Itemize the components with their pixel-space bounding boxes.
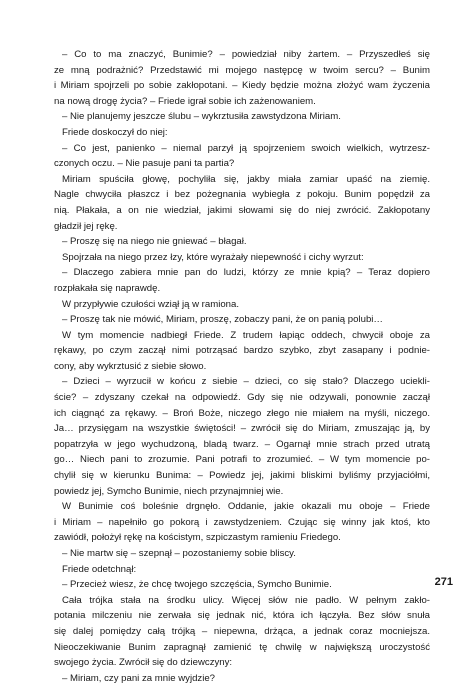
text-line: – Co jest, panienko – niemal parzył ją spojrzeniem swoich wielkich, wytrzesz- [62,142,430,154]
text-line: Nieoczekiwanie Bunim zapragnął zamienić tę chwilę w największą uroczystość [54,641,430,653]
text-line: Friede odetchnął: [62,563,137,575]
text-line: Spojrzała na niego przez łzy, które wyrażały niepewność i cichy wyrzut: [62,251,364,263]
text-line: – Dlaczego zabiera mnie pan do ludzi, którzy ze mnie kpią? – Teraz dopiero [62,267,430,279]
text-line: chylił się w kierunku Bunima: – Powiedz jej, jakimi bliskimi byliśmy przyjaciółmi, [54,470,430,482]
page-number: 271 [434,576,453,588]
text-line: – Proszę tak nie mówić, Miriam, proszę, zobaczy pani, że on panią polubi… [62,314,384,326]
text-line: Miriam spuściła głowę, pochyliła się, jakby miała zamiar upaść na ziemię. [62,173,430,185]
text-line: W przypływie czułości wziął ją w ramiona. [62,298,239,310]
text-line: się dalej pomiędzy całą trójką – niepewna, drżąca, a jednak coraz mocniejsza. [54,625,430,637]
text-line: rękawy, po czym zaczął nimi potrząsać bardzo szybko, zbyt zasapany i podnie- [54,345,430,357]
text-line: na nową drogę życia? – Friede igrał sobie ich zażenowaniem. [54,95,316,107]
text-line: ich ciągnąć za rękawy. – Broń Boże, niczego złego nie miałem na myśli, niczego. [54,407,430,419]
text-line: ze mną podrażnić? Przedstawić mi mojego następcę w twoim sercu? – Bunim [54,64,430,76]
text-line: go… Niech pani to zrozumie. Pani potrafi to zrozumieć. – W tym momencie po- [54,454,430,466]
text-line: potania milczeniu nie zerwała się jednak nić, która ich łączyła. Bez słów snuła [54,610,430,622]
text-line: cony, aby wykrztusić z siebie słowo. [54,360,207,372]
text-line: W tym momencie nadbiegł Friede. Z trudem łapiąc oddech, chwycił oboje za [62,329,430,341]
text-line: rozpłakała się naprawdę. [54,282,161,294]
text-line: Cała trójka stała na środku ulicy. Więcej słów nie padło. W pełnym zakło- [62,594,430,606]
text-line: zawiódł, położył rękę na kościstym, szpiczastym ramieniu Friedego. [54,532,341,544]
text-line: W Bunimie coś boleśnie drgnęło. Oddanie, jakie okazali mu oboje – Friede [62,501,430,513]
text-line: nią. Płakała, a on nie wiedział, jakimi słowami się do niej zwrócić. Zakłopotany [54,204,430,216]
text-line: Nagle chwyciła płaszcz i bez pożegnania wybiegła z pokoju. Bunim popędził za [54,189,430,201]
text-line: i Miriam spojrzeli po sobie zakłopotani. – Kiedy będzie można złożyć wam życzenia [54,80,430,92]
book-page-text [54,47,430,686]
text-line: ście? – zdyszany czekał na odpowiedź. Gdy się nie odzywali, ponownie zaczął [54,392,430,404]
text-line: powiedz jej, Symcho Bunimie, niech przynajmniej wie. [54,485,284,497]
text-line: – Miriam, czy pani za mnie wyjdzie? [62,672,216,684]
text-line: i Miriam – napełniło go pokorą i zawstydzeniem. Czując się winny jak ktoś, kto [54,516,430,528]
text-line: czonych oczu. – Nie pasuje pani ta partia? [54,158,235,170]
text-line: – Proszę się na niego nie gniewać – błagał. [62,236,247,248]
text-line: – Co to ma znaczyć, Bunimie? – powiedział niby żartem. – Przyszedłeś się [62,49,430,60]
text-line: popatrzyła w jego wychudzoną, bladą twarz. – Ogarnął mnie strach przed utratą [54,438,430,450]
text-line: gładził jej rękę. [54,220,118,232]
text-line: – Nie martw się – szepnął – pozostaniemy sobie bliscy. [62,548,296,559]
text-line: swojego życia. Zwrócił się do dziewczyny: [54,657,233,669]
text-line: – Nie planujemy jeszcze ślubu – wykrztusiła zawstydzona Miriam. [62,111,341,123]
text-line: Friede doskoczył do niej: [62,126,168,138]
text-line: – Przecież wiesz, że chcę twojego szczęścia, Symcho Bunimie. [62,579,332,591]
text-line: – Dzieci – wyrzucił w końcu z siebie – dzieci, co się stało? Dlaczego uciekli- [62,376,430,388]
text-line: Ja… przysięgam na wszystkie świętości! – zwrócił się do Miriam, zmuszając ją, by [54,423,430,435]
